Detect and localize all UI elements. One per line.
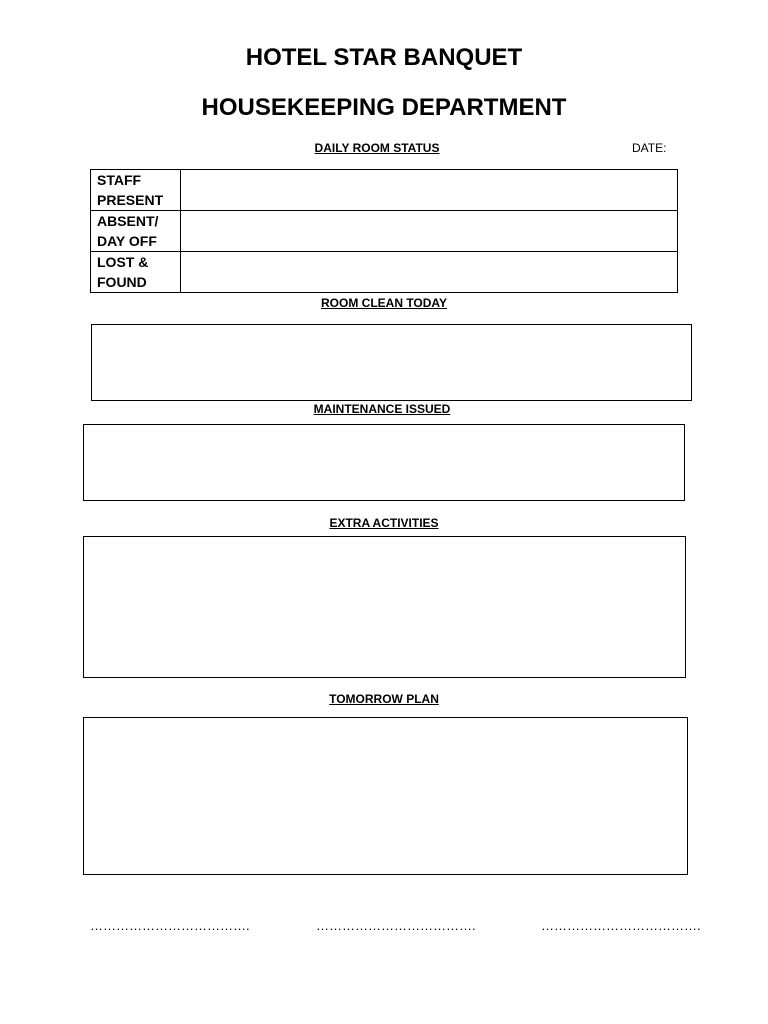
- form-title: DAILY ROOM STATUS: [314, 141, 440, 155]
- room-clean-label: ROOM CLEAN TODAY: [320, 296, 447, 310]
- extra-activities-box[interactable]: [83, 536, 686, 678]
- row-label-line: FOUND: [97, 274, 147, 290]
- signature-line-3: ……………………………….: [541, 918, 701, 933]
- department-title: HOUSEKEEPING DEPARTMENT: [201, 94, 567, 121]
- signature-line-1: ……………………………….: [90, 918, 250, 933]
- signature-line-2: ……………………………….: [316, 918, 476, 933]
- lost-found-label: [91, 252, 181, 293]
- row-label-line: PRESENT: [97, 192, 164, 208]
- staff-present-label: [91, 170, 181, 211]
- staff-table: [90, 169, 678, 293]
- date-label: DATE:: [632, 141, 667, 155]
- row-label-line: STAFF: [97, 172, 142, 188]
- maintenance-label: MAINTENANCE ISSUED: [313, 402, 451, 416]
- staff-present-field[interactable]: [181, 170, 678, 211]
- table-row: [91, 170, 678, 211]
- row-label-line: LOST &: [97, 254, 149, 270]
- room-clean-box[interactable]: [91, 324, 692, 401]
- lost-found-field[interactable]: [181, 252, 678, 293]
- extra-activities-label: EXTRA ACTIVITIES: [329, 516, 439, 530]
- row-label-line: ABSENT/: [97, 213, 159, 229]
- table-row: [91, 252, 678, 293]
- hotel-name: HOTEL STAR BANQUET: [245, 44, 523, 71]
- absent-day-off-label: [91, 211, 181, 252]
- tomorrow-plan-label: TOMORROW PLAN: [329, 692, 439, 706]
- absent-day-off-field[interactable]: [181, 211, 678, 252]
- maintenance-box[interactable]: [83, 424, 685, 501]
- row-label-line: DAY OFF: [97, 233, 157, 249]
- tomorrow-plan-box[interactable]: [83, 717, 688, 875]
- table-row: [91, 211, 678, 252]
